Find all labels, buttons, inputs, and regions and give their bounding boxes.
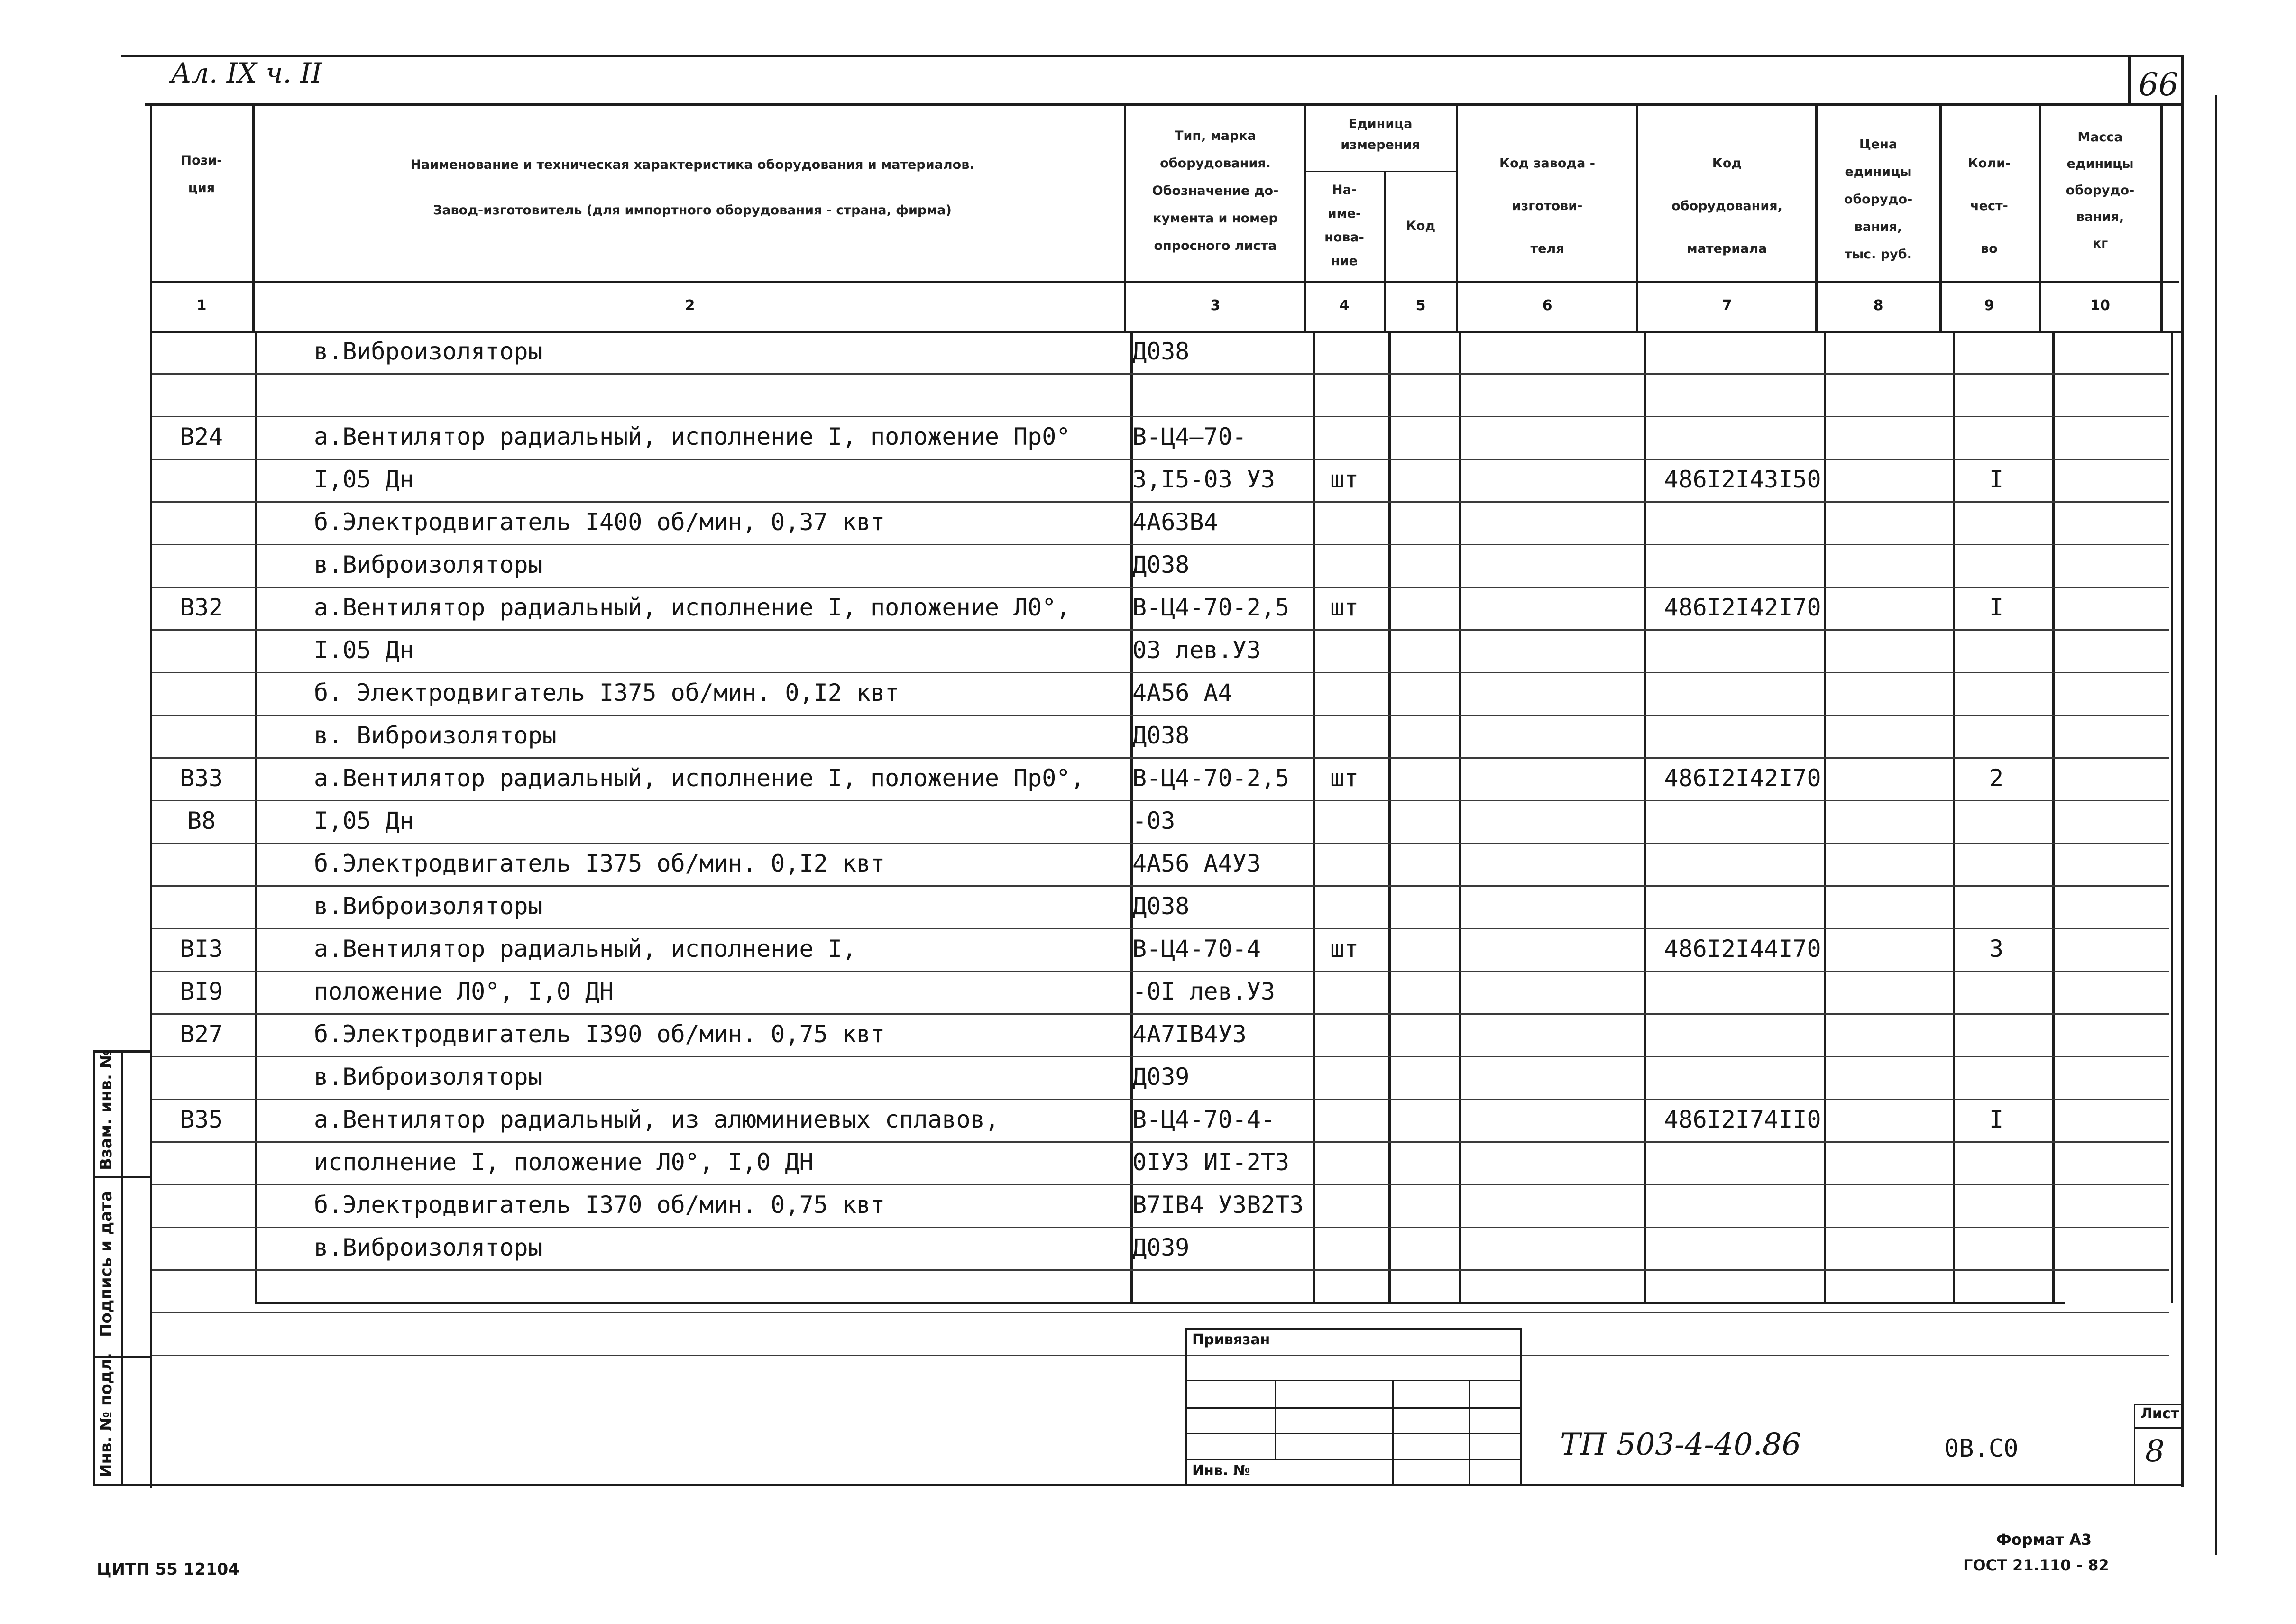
side-stamp-left xyxy=(93,1050,95,1484)
colnum-5: 5 xyxy=(1415,297,1426,314)
table-row xyxy=(0,460,2296,503)
side-label-signature-date: Подпись и дата xyxy=(97,1191,116,1337)
stamp-line-3 xyxy=(1185,1433,1521,1434)
row-name: а.Вентилятор радиальный, исполнение I, положение Пр0° xyxy=(314,423,1071,450)
row-line xyxy=(152,1355,2169,1356)
document-code: 0В.С0 xyxy=(1944,1434,2019,1463)
header-equipment-code: Код оборудования, материала xyxy=(1671,156,1782,256)
row-type: -03 xyxy=(1132,807,1176,835)
row-equipment-code: 486I2I42I70 xyxy=(1664,594,1821,621)
side-stamp-div-1 xyxy=(93,1176,150,1178)
sheet-box-left xyxy=(2134,1404,2135,1484)
table-row xyxy=(0,1228,2296,1271)
colnum-7: 7 xyxy=(1722,297,1732,314)
sheet-label: Лист xyxy=(2140,1405,2179,1422)
row-quantity: 2 xyxy=(1989,764,2004,792)
row-name: в.Виброизоляторы xyxy=(314,1063,542,1091)
row-type: В-Ц4—70- xyxy=(1132,423,1247,450)
header-position: Пози- ция xyxy=(181,153,222,195)
row-name: а.Вентилятор радиальный, исполнение I, xyxy=(314,935,856,963)
table-row xyxy=(0,1100,2296,1143)
row-type: Д038 xyxy=(1132,722,1190,749)
page-corner-number: 66 xyxy=(2139,66,2178,103)
colnum-10: 10 xyxy=(2090,297,2110,314)
header-factory-code: Код завода - изготови- теля xyxy=(1499,156,1595,256)
row-name: в.Виброизоляторы xyxy=(314,1234,542,1261)
colnum-2: 2 xyxy=(685,297,695,314)
row-equipment-code: 486I2I43I50 xyxy=(1664,466,1821,493)
table-row xyxy=(0,1143,2296,1185)
row-name: б.Электродвигатель I390 об/мин. 0,75 квт xyxy=(314,1020,885,1048)
row-equipment-code: 486I2I74II0 xyxy=(1664,1106,1821,1133)
stamp-col-2 xyxy=(1392,1380,1394,1484)
stamp-left xyxy=(1185,1328,1187,1484)
row-name: б. Электродвигатель I375 об/мин. 0,I2 квт xyxy=(314,679,900,706)
row-name: в. Виброизоляторы xyxy=(314,722,557,749)
header-unit-group: Единица измерения xyxy=(1341,117,1420,152)
table-row xyxy=(0,503,2296,545)
row-name: исполнение I, положение Л0°, I,0 ДН xyxy=(314,1148,814,1176)
row-type: Д039 xyxy=(1132,1063,1190,1091)
colnum-6: 6 xyxy=(1542,297,1552,314)
row-type: Д038 xyxy=(1132,551,1190,578)
table-row xyxy=(0,1271,2296,1313)
row-unit: шт xyxy=(1330,764,1359,792)
footer-gost: ГОСТ 21.110 - 82 xyxy=(1963,1556,2109,1574)
row-type: 4А56 А4 xyxy=(1132,679,1232,706)
row-position: В27 xyxy=(180,1020,223,1048)
stamp-inv-label: Инв. № xyxy=(1192,1462,1250,1479)
row-type: 3,I5-03 У3 xyxy=(1132,466,1276,493)
table-row xyxy=(0,588,2296,631)
table-row xyxy=(0,375,2296,417)
header-bottom-line xyxy=(150,281,2179,283)
row-type: 4А63В4 xyxy=(1132,508,1218,536)
stamp-right xyxy=(1520,1328,1522,1484)
row-position: ВI3 xyxy=(180,935,223,963)
table-row xyxy=(0,417,2296,460)
stamp-col-3 xyxy=(1469,1380,1470,1484)
stamp-line-2 xyxy=(1185,1407,1521,1409)
col-div-1 xyxy=(252,103,255,331)
side-label-original-inv: Инв. № подл. xyxy=(97,1352,116,1477)
row-type: Д039 xyxy=(1132,1234,1190,1261)
row-name: I,05 Дн xyxy=(314,466,414,493)
row-type: 4А56 А4У3 xyxy=(1132,850,1261,877)
row-name: в.Виброизоляторы xyxy=(314,892,542,920)
side-label-replaced-inv: Взам. инв. № xyxy=(97,1049,116,1170)
row-name: I.05 Дн xyxy=(314,636,414,664)
project-number: ТП 503-4-40.86 xyxy=(1560,1427,1801,1462)
table-row xyxy=(0,332,2296,375)
row-unit: шт xyxy=(1330,935,1359,963)
row-name: а.Вентилятор радиальный, исполнение I, положение Л0°, xyxy=(314,594,1071,621)
stamp-line-4 xyxy=(1185,1459,1521,1460)
table-row xyxy=(0,759,2296,801)
col-div-7 xyxy=(1815,103,1818,331)
col-div-5 xyxy=(1456,103,1458,331)
row-type: В-Ц4-70-2,5 xyxy=(1132,594,1290,621)
row-unit: шт xyxy=(1330,466,1359,493)
table-row xyxy=(0,844,2296,887)
row-name: б.Электродвигатель I400 об/мин, 0,37 квт xyxy=(314,508,885,536)
side-stamp-mid xyxy=(121,1050,123,1484)
row-quantity: I xyxy=(1989,1106,2004,1133)
sheet-number: 8 xyxy=(2145,1434,2165,1469)
header-price: Цена единицы оборудо- вания, тыс. руб. xyxy=(1844,137,1913,262)
row-name: в.Виброизоляторы xyxy=(314,338,542,365)
row-type: 03 лев.У3 xyxy=(1132,636,1261,664)
header-quantity: Коли- чест- во xyxy=(1967,156,2011,256)
header-unit-name: На- име- нова- ние xyxy=(1324,183,1364,268)
row-position: В24 xyxy=(180,423,223,450)
row-type: -0I лев.У3 xyxy=(1132,978,1276,1005)
stamp-bound-label: Привязан xyxy=(1192,1331,1270,1348)
sheet-box-top xyxy=(2134,1404,2181,1405)
colnum-8: 8 xyxy=(1873,297,1883,314)
table-row xyxy=(0,1313,2296,1356)
header-mass: Масса единицы оборудо- вания, кг xyxy=(2066,130,2135,251)
table-top-line xyxy=(145,103,2183,106)
row-position: В32 xyxy=(180,594,223,621)
frame-top-line xyxy=(121,55,2183,57)
row-type: 4А7IВ4У3 xyxy=(1132,1020,1247,1048)
row-quantity: 3 xyxy=(1989,935,2004,963)
header-unit-code: Код xyxy=(1405,219,1436,233)
row-name: в.Виброизоляторы xyxy=(314,551,542,578)
footer-format: Формат А3 xyxy=(1996,1531,2092,1549)
col-div-2 xyxy=(1124,103,1126,331)
frame-bottom-line xyxy=(93,1484,2183,1486)
table-row xyxy=(0,631,2296,673)
row-equipment-code: 486I2I42I70 xyxy=(1664,764,1821,792)
colnum-9: 9 xyxy=(1984,297,1994,314)
row-position: В33 xyxy=(180,764,223,792)
row-name: положение Л0°, I,0 ДН xyxy=(314,978,614,1005)
col-div-6 xyxy=(1636,103,1638,331)
header-name: Наименование и техническая характеристика оборудования и материалов. Завод-изготовитель (для импортного оборудования - страна, фирма) xyxy=(410,157,974,218)
row-type: Д038 xyxy=(1132,338,1190,365)
row-type: В-Ц4-70-2,5 xyxy=(1132,764,1290,792)
row-position: В8 xyxy=(187,807,216,835)
corner-box-left xyxy=(2128,55,2131,103)
row-equipment-code: 486I2I44I70 xyxy=(1664,935,1821,963)
row-type: В7IВ4 У3В2Т3 xyxy=(1132,1191,1304,1219)
table-row xyxy=(0,673,2296,716)
row-type: Д038 xyxy=(1132,892,1190,920)
col-div-4 xyxy=(1384,171,1386,331)
row-name: а.Вентилятор радиальный, исполнение I, положение Пр0°, xyxy=(314,764,1085,792)
row-quantity: I xyxy=(1989,594,2004,621)
row-name: I,05 Дн xyxy=(314,807,414,835)
row-position: В35 xyxy=(180,1106,223,1133)
unit-group-line xyxy=(1304,171,1456,172)
table-row xyxy=(0,716,2296,759)
table-row xyxy=(0,1015,2296,1057)
row-type: В-Ц4-70-4 xyxy=(1132,935,1261,963)
table-row xyxy=(0,1185,2296,1228)
colnum-4: 4 xyxy=(1339,297,1350,314)
album-reference: Ал. IX ч. II xyxy=(171,57,322,89)
row-unit: шт xyxy=(1330,594,1359,621)
colnum-1: 1 xyxy=(196,297,207,314)
stamp-col-1 xyxy=(1275,1380,1276,1459)
row-type: В-Ц4-70-4- xyxy=(1132,1106,1276,1133)
row-type: 0IУ3 ИI-2Т3 xyxy=(1132,1148,1290,1176)
table-row xyxy=(0,1057,2296,1100)
stamp-top xyxy=(1185,1328,1522,1330)
footer-code: ЦИТП 55 12104 xyxy=(97,1560,239,1579)
table-row xyxy=(0,801,2296,844)
row-position: ВI9 xyxy=(180,978,223,1005)
colnum-3: 3 xyxy=(1210,297,1221,314)
stamp-line-1 xyxy=(1185,1380,1521,1381)
col-div-10 xyxy=(2160,103,2163,331)
table-row xyxy=(0,972,2296,1015)
row-name: а.Вентилятор радиальный, из алюминиевых сплавов, xyxy=(314,1106,999,1133)
row-name: б.Электродвигатель I370 об/мин. 0,75 квт xyxy=(314,1191,885,1219)
row-quantity: I xyxy=(1989,466,2004,493)
table-row xyxy=(0,929,2296,972)
row-name: б.Электродвигатель I375 об/мин. 0,I2 квт xyxy=(314,850,885,877)
sheet-box-mid xyxy=(2134,1427,2181,1429)
table-row xyxy=(0,887,2296,929)
header-type: Тип, марка оборудования. Обозначение до- кумента и номер опросного листа xyxy=(1152,128,1279,253)
table-row xyxy=(0,545,2296,588)
